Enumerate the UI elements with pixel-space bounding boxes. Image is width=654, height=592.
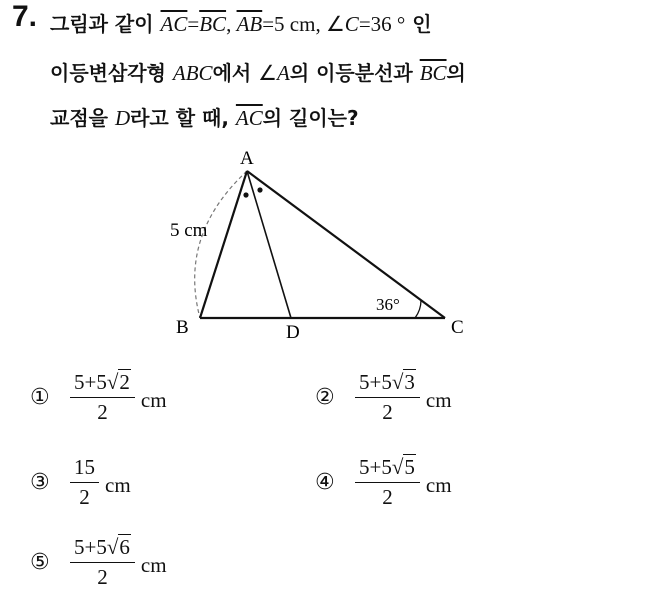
choice-4[interactable] [315, 455, 452, 510]
choice-1[interactable] [30, 370, 167, 425]
segment-ac: $\overline{AC}$ [235, 106, 263, 130]
numerator: 5+5 [359, 455, 392, 479]
denominator: 2 [355, 482, 420, 510]
text: 그림과 같이 [50, 12, 161, 36]
angle-symbol: ∠ [258, 61, 277, 85]
side-ac [247, 171, 445, 318]
equals-sign: = [187, 12, 200, 36]
segment-bc: $\overline{BC}$ [199, 12, 227, 36]
denominator: 2 [70, 562, 135, 590]
numerator: 15 [74, 455, 95, 479]
text: 에서 [212, 61, 259, 85]
fraction: $\frac{5+5√3}{2}$ [355, 370, 420, 425]
side-ab [200, 171, 247, 318]
angle-value: =36 ° [358, 12, 406, 36]
question-line-2 [50, 57, 466, 86]
unit: cm [425, 388, 452, 412]
comma: , [226, 12, 237, 36]
fraction [70, 455, 99, 510]
text: 의 이등분선과 [289, 61, 420, 85]
unit: cm [425, 473, 452, 497]
choice-3[interactable] [30, 455, 131, 510]
choice-2[interactable] [315, 370, 452, 425]
choice-5[interactable] [30, 535, 167, 590]
unit: cm [140, 553, 167, 577]
radicand: 5 [404, 455, 415, 479]
text: 라고 할 때, [130, 106, 236, 130]
text: 의 [446, 61, 466, 85]
point-d: D [114, 106, 131, 130]
angle-symbol: ∠ [325, 12, 345, 36]
segment-ac: $\overline{AC}$ [160, 12, 188, 36]
numerator: 5+5 [74, 370, 107, 394]
unit: cm [140, 388, 167, 412]
angle-c-arc [415, 300, 421, 318]
radicand: 6 [119, 535, 130, 559]
fraction: $\frac{5+5√5}{2}$ [355, 455, 420, 510]
side-length-label: 5 cm [170, 220, 208, 241]
text: 교점을 [50, 106, 115, 130]
angle-c-label: 36° [376, 295, 400, 314]
angle-bisector-ad [247, 171, 291, 318]
radicand: 2 [119, 370, 130, 394]
choice-number: ① [30, 385, 50, 410]
question-line-1 [50, 8, 432, 37]
denominator: 2 [355, 397, 420, 425]
radicand: 3 [404, 370, 415, 394]
comma: , [315, 12, 326, 36]
numerator: 5+5 [74, 535, 107, 559]
fraction: $\frac{5+5√6}{2}$ [70, 535, 135, 590]
text: 이등변삼각형 [50, 61, 173, 85]
vertex-label-a: A [240, 148, 254, 169]
point-label-d: D [286, 322, 300, 343]
segment-bc: $\overline{BC}$ [419, 61, 447, 85]
angle-mark-dot [243, 192, 248, 197]
text: 인 [405, 12, 432, 36]
denominator: 2 [70, 397, 135, 425]
choice-number: ③ [30, 470, 50, 495]
segment-ab: $\overline{AB}$ [236, 12, 263, 36]
question-line-3 [50, 102, 359, 131]
question-number: 7. [12, 0, 38, 33]
vertex-label-c: C [451, 317, 464, 338]
triangle-name: ABC [172, 61, 213, 85]
numerator: 5+5 [359, 370, 392, 394]
choice-number: ⑤ [30, 550, 50, 575]
fraction: $\frac{5+5√2}{2}$ [70, 370, 135, 425]
vertex-label-b: B [176, 317, 189, 338]
length-value: =5 cm [262, 12, 316, 36]
text: 의 길이는? [262, 106, 359, 130]
triangle-figure [160, 140, 490, 350]
choice-number: ② [315, 385, 335, 410]
unit: cm [105, 473, 131, 497]
angle-variable: A [277, 61, 290, 85]
angle-variable: C [344, 12, 359, 36]
choice-number: ④ [315, 470, 335, 495]
angle-mark-dot [257, 187, 262, 192]
denominator: 2 [70, 482, 99, 510]
